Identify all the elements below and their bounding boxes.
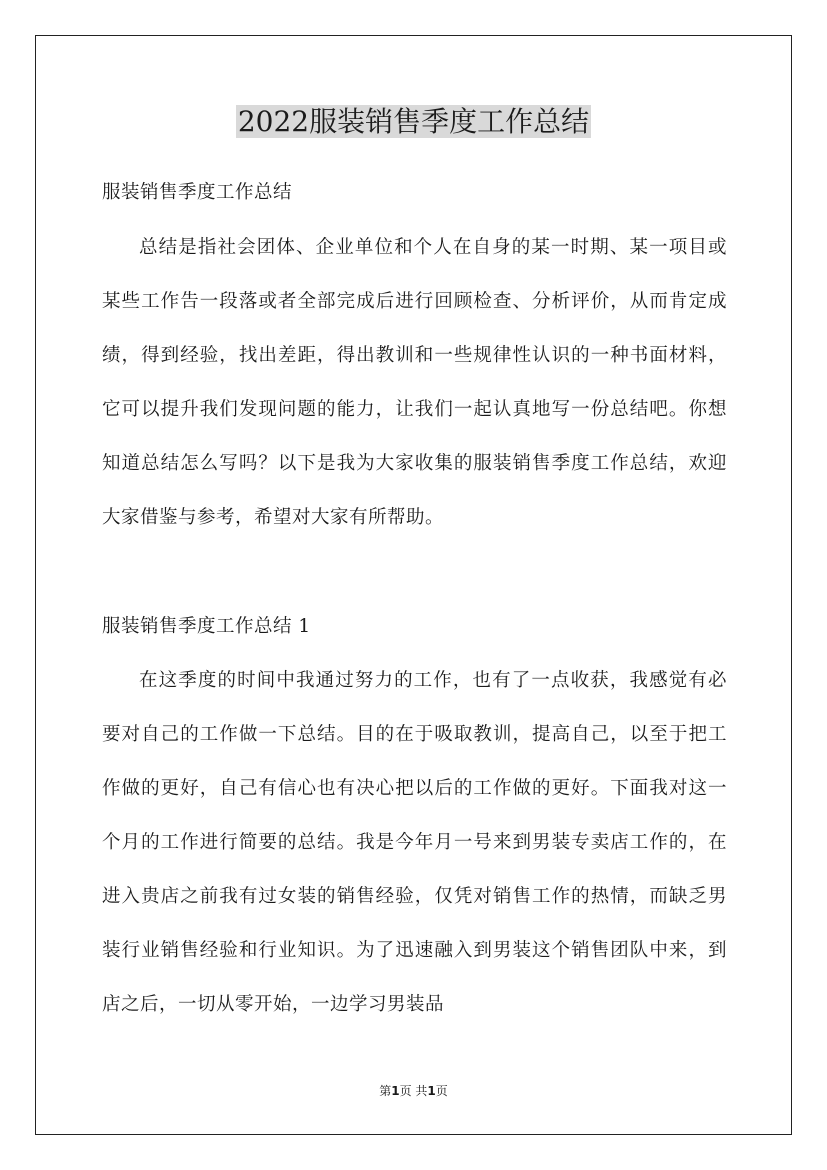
document-title	[0, 100, 827, 144]
section1-paragraph: 在这季度的时间中我通过努力的工作，也有了一点收获，我感觉有必要对自己的工作做一下总结。目的在于吸取教训，提高自己，以至于把工作做的更好，自己有信心也有决心把以后的工作做的更好。下面我对这一个月的工作进行简要的总结。我是今年月一号来到男装专卖店工作的，在进入贵店之前我有过女装的销售经验，仅凭对销售工作的热情，而缺乏男装行业销售经验和行业知识。为了迅速融入到男装这个销售团队中来，到店之后，一切从零开始，一边学习男装品	[102, 670, 727, 1015]
section1-body	[102, 654, 727, 1032]
footer-total-pages: 1	[427, 1084, 436, 1098]
footer-suffix: 页	[435, 1084, 448, 1098]
footer-mid: 页 共	[399, 1084, 428, 1098]
section1-heading: 服装销售季度工作总结 1	[102, 616, 311, 637]
intro-body	[102, 221, 727, 545]
document-title-text: 2022服装销售季度工作总结	[237, 105, 590, 138]
page-footer	[0, 1082, 827, 1099]
intro-heading: 服装销售季度工作总结	[102, 182, 293, 203]
footer-current-page: 1	[391, 1084, 400, 1098]
intro-paragraph: 总结是指社会团体、企业单位和个人在自身的某一时期、某一项目或某些工作告一段落或者全部完成后进行回顾检查、分析评价，从而肯定成绩，得到经验，找出差距，得出教训和一些规律性认识的一种书面材料，它可以提升我们发现问题的能力，让我们一起认真地写一份总结吧。你想知道总结怎么写吗？以下是我为大家收集的服装销售季度工作总结，欢迎大家借鉴与参考，希望对大家有所帮助。	[102, 237, 727, 528]
footer-prefix: 第	[379, 1084, 392, 1098]
